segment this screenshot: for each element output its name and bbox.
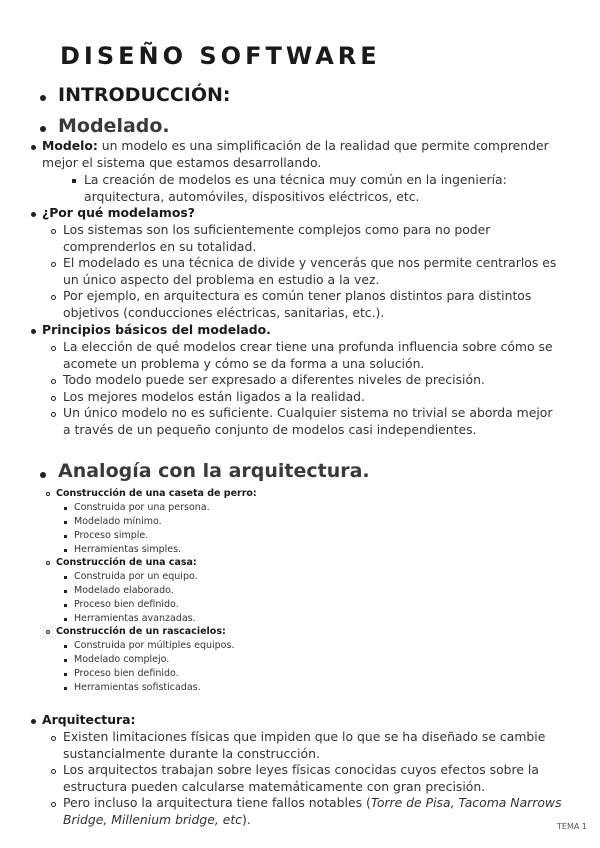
modelo-paragraph xyxy=(42,138,582,171)
bullet xyxy=(51,802,56,807)
construccion-item: Modelado elaborado. xyxy=(74,585,174,596)
porque-item: Los sistemas son los suficientemente complejos como para no poder comprenderlos en su totalidad. xyxy=(63,222,491,254)
construccion-item: Herramientas sofisticadas. xyxy=(74,682,201,693)
principios-label: Principios básicos del modelado. xyxy=(42,322,271,337)
porque-item: Por ejemplo, en arquitectura es común tener planos distintos para distintos objetivos (conducciones eléctricas, sanitarias, etc.). xyxy=(63,288,532,320)
bullet xyxy=(64,604,67,607)
construccion-item: Modelado mínimo. xyxy=(74,516,162,527)
bullet xyxy=(51,396,56,401)
bullet xyxy=(51,295,56,300)
bullet xyxy=(51,229,56,234)
bullet xyxy=(51,736,56,741)
principios-item: La elección de qué modelos crear tiene una profunda influencia sobre cómo se acomete un problema y cómo se da forma a una solución. xyxy=(63,339,553,371)
bullet xyxy=(31,329,36,334)
construccion-item: Proceso simple. xyxy=(74,530,149,541)
bullet xyxy=(51,412,56,417)
bullet xyxy=(51,379,56,384)
section-introduccion: INTRODUCCIÓN: xyxy=(58,84,231,106)
porque-item: El modelado es una técnica de divide y vencerás que nos permite centrarlos es un único aspecto del problema en estudio a la vez. xyxy=(63,255,557,287)
section-bullet xyxy=(40,95,46,101)
construccion-label: Construcción de una casa: xyxy=(56,557,197,568)
section-bullet xyxy=(40,126,46,132)
construccion-label: Construcción de un rascacielos: xyxy=(56,626,226,637)
bullet xyxy=(31,145,36,150)
principios-item: Los mejores modelos están ligados a la realidad. xyxy=(63,389,365,404)
arquitectura-last-italic: Torre de Pisa, Tacoma Narrows Bridge, Millenium bridge, etc xyxy=(63,795,562,827)
bullet xyxy=(31,212,36,217)
bullet xyxy=(31,719,36,724)
construccion-label: Construcción de una caseta de perro: xyxy=(56,488,257,499)
construccion-item: Proceso bien definido. xyxy=(74,599,179,610)
bullet xyxy=(46,630,50,634)
bullet xyxy=(64,673,67,676)
bullet xyxy=(46,561,50,565)
bullet xyxy=(64,659,67,662)
construccion-item: Construida por una persona. xyxy=(74,502,210,513)
page-title: DISEÑO SOFTWARE xyxy=(60,42,381,70)
modelo-label: Modelo: xyxy=(42,138,98,153)
bullet xyxy=(64,549,67,552)
bullet xyxy=(64,576,67,579)
bullet xyxy=(64,618,67,621)
porque-label: ¿Por qué modelamos? xyxy=(42,205,195,220)
page-footer: TEMA 1 xyxy=(557,822,587,831)
arquitectura-label: Arquitectura: xyxy=(42,712,136,727)
bullet xyxy=(64,645,67,648)
construccion-item: Proceso bien definido. xyxy=(74,668,179,679)
bullet xyxy=(51,346,56,351)
bullet xyxy=(46,492,50,496)
bullet xyxy=(64,535,67,538)
bullet xyxy=(64,507,67,510)
bullet xyxy=(64,590,67,593)
bullet xyxy=(64,521,67,524)
section-analogia: Analogía con la arquitectura. xyxy=(58,460,370,482)
construccion-item: Herramientas avanzadas. xyxy=(74,613,196,624)
section-modelado: Modelado. xyxy=(58,115,170,137)
bullet xyxy=(51,262,56,267)
arquitectura-last-post: ). xyxy=(242,811,251,827)
bullet xyxy=(64,687,67,690)
principios-item: Un único modelo no es suficiente. Cualquier sistema no trivial se aborda mejor a través de un pequeño conjunto de modelos casi independientes. xyxy=(63,405,553,437)
construccion-item: Construida por múltiples equipos. xyxy=(74,640,235,651)
construccion-item: Construida por un equipo. xyxy=(74,571,198,582)
construccion-item: Herramientas simples. xyxy=(74,544,182,555)
modelo-text: un modelo es una simplificación de la realidad que permite comprender mejor el sistema que estamos desarrollando. xyxy=(42,138,549,170)
arquitectura-item: Existen limitaciones físicas que impiden que lo que se ha diseñado se cambie sustancialmente durante la construcción. xyxy=(63,729,546,761)
bullet xyxy=(72,179,76,183)
construccion-item: Modelado complejo. xyxy=(74,654,170,665)
arquitectura-item: Los arquitectos trabajan sobre leyes físicas conocidas cuyos efectos sobre la estructura pueden calcularse matemáticamente con gran precisión. xyxy=(63,762,539,794)
principios-item: Todo modelo puede ser expresado a diferentes niveles de precisión. xyxy=(63,372,485,387)
modelo-sub: La creación de modelos es una técnica muy común en la ingeniería: arquitectura, automóviles, dispositivos eléctricos, etc. xyxy=(84,172,507,204)
arquitectura-last-pre: Pero incluso la arquitectura tiene fallos notables ( xyxy=(63,795,371,810)
arquitectura-item xyxy=(63,795,563,828)
bullet xyxy=(51,769,56,774)
section-bullet xyxy=(40,472,46,478)
